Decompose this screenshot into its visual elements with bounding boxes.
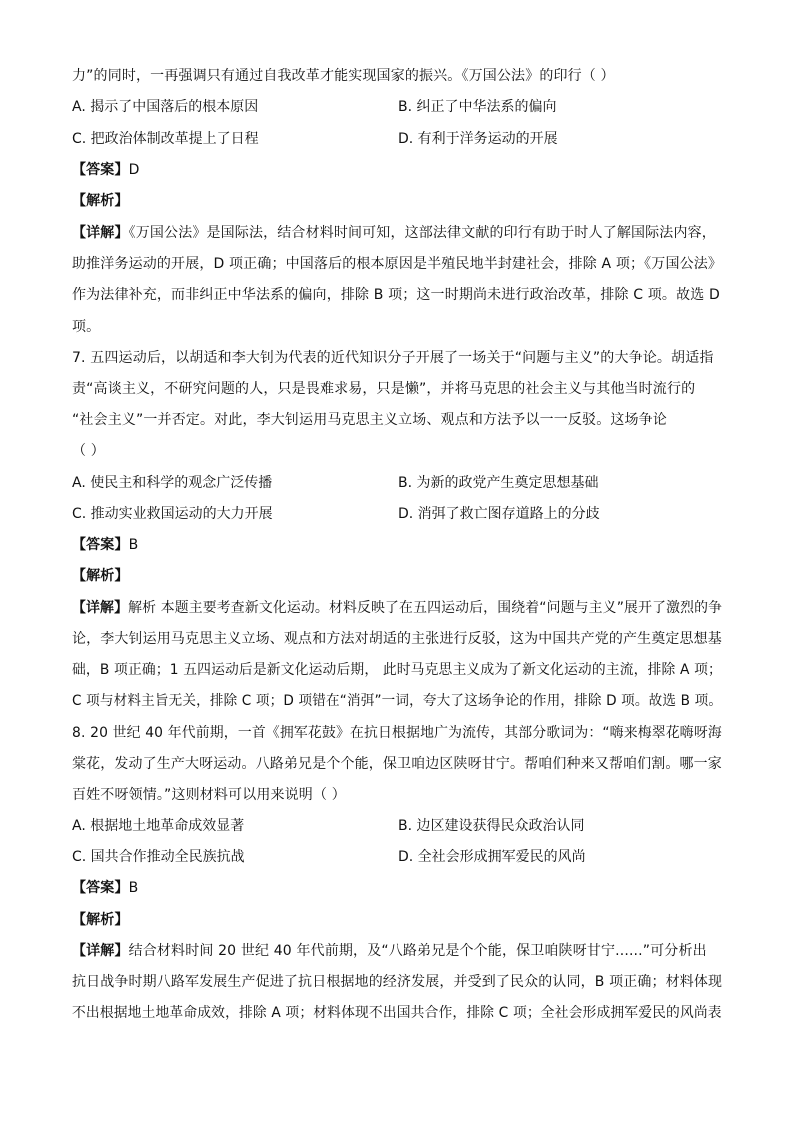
- q8-stem-line-1: 8. 20 世纪 40 年代前期，一首《拥军花鼓》在抗日根据地广为流传，其部分歌词为：“嗨来梅翠花嗨呀海: [72, 725, 722, 741]
- answer-value: D: [128, 162, 140, 178]
- q8-analysis-label: 【解析】: [72, 912, 129, 928]
- q8-stem-line-3: 百姓不呀领情。”这则材料可以用来说明（ ）: [72, 787, 346, 803]
- q6-analysis-label: 【解析】: [72, 193, 129, 209]
- q7-option-b: B. 为新的政党产生奠定思想基础: [398, 475, 599, 491]
- q6-detail-line-2: 助推洋务运动的开展，D 项正确；中国落后的根本原因是半殖民地半封建社会，排除 A 项；《万国公法》: [72, 256, 723, 272]
- answer-label: 【答案】: [72, 162, 129, 178]
- q6-option-c: C. 把政治体制改革提上了日程: [72, 131, 259, 147]
- q6-detail-line-1: [72, 223, 722, 243]
- q7-option-d: D. 消弭了救亡图存道路上的分歧: [398, 506, 600, 522]
- q6-option-a: A. 揭示了中国落后的根本原因: [72, 99, 259, 115]
- detail-label: 【详解】: [72, 943, 129, 959]
- q6-stem-tail: 力”的同时，一再强调只有通过自我改革才能实现国家的振兴。《万国公法》的印行（ ）: [72, 68, 615, 84]
- q7-option-c: C. 推动实业救国运动的大力开展: [72, 506, 273, 522]
- q7-stem-line-4: （ ）: [72, 443, 105, 459]
- q8-options-row-2: [72, 847, 722, 867]
- q8-option-d: D. 全社会形成拥军爱民的风尚: [398, 849, 586, 865]
- detail-text: 结合材料时间 20 世纪 40 年代前期，及“八路弟兄是个个能，保卫咱陕呀甘宁......”可分析出: [128, 943, 707, 959]
- q7-options-row-1: [72, 473, 722, 493]
- detail-text: 解析 本题主要考查新文化运动。材料反映了在五四运动后，围绕着“问题与主义”展开了激烈的争: [128, 600, 723, 616]
- q6-option-b: B. 纠正了中华法系的偏向: [398, 99, 557, 115]
- q8-stem-line-2: 棠花，发动了生产大呀运动。八路弟兄是个个能，保卫咱边区陕呀甘宁。帮咱们种来又帮咱们割。哪一家: [72, 756, 722, 772]
- q7-stem-line-3: “社会主义”一并否定。对此，李大钊运用马克思主义立场、观点和方法予以一一反驳。这场争论: [72, 412, 667, 428]
- q8-option-a: A. 根据地土地革命成效显著: [72, 818, 245, 834]
- q7-detail-line-2: 论，李大钊运用马克思主义立场、观点和方法对胡适的主张进行反驳，这为中国共产党的产生奠定思想基: [72, 631, 722, 647]
- q6-answer: [72, 160, 722, 180]
- q8-detail-line-1: [72, 941, 722, 961]
- answer-label: 【答案】: [72, 537, 129, 553]
- q7-answer: [72, 535, 722, 555]
- q6-option-d: D. 有利于洋务运动的开展: [398, 131, 558, 147]
- detail-label: 【详解】: [72, 225, 129, 241]
- q7-stem-line-1: 7. 五四运动后，以胡适和李大钊为代表的近代知识分子开展了一场关于“问题与主义”的大争论。胡适指: [72, 350, 714, 366]
- q6-options-row-2: [72, 129, 722, 149]
- q8-detail-line-2: 抗日战争时期八路军发展生产促进了抗日根据地的经济发展，并受到了民众的认同，B 项正确；材料体现: [72, 974, 723, 990]
- q7-option-a: A. 使民主和科学的观念广泛传播: [72, 475, 273, 491]
- q8-option-b: B. 边区建设获得民众政治认同: [398, 818, 585, 834]
- answer-label: 【答案】: [72, 880, 129, 896]
- detail-text: 《万国公法》是国际法，结合材料时间可知，这部法律文献的印行有助于时人了解国际法内容，: [128, 225, 716, 241]
- answer-value: B: [128, 537, 139, 553]
- q7-stem-line-2: 责“高谈主义，不研究问题的人，只是畏难求易，只是懒”，并将马克思的社会主义与其他当时流行的: [72, 381, 696, 397]
- q6-detail-line-4: 项。: [72, 319, 101, 335]
- q7-detail-line-1: [72, 598, 723, 618]
- q7-options-row-2: [72, 504, 722, 524]
- q8-option-c: C. 国共合作推动全民族抗战: [72, 849, 245, 865]
- q6-detail-line-3: 作为法律补充，而非纠正中华法系的偏向，排除 B 项；这一时期尚未进行政治改革，排除 C 项。故选 D: [72, 287, 720, 303]
- q7-detail-line-3: 础，B 项正确；1 五四运动后是新文化运动后期， 此时马克思主义成为了新文化运动的主流，排除 A 项；: [72, 662, 722, 678]
- q8-detail-line-3: 不出根据地土地革命成效，排除 A 项；材料体现不出国共合作，排除 C 项；全社会形成拥军爱民的风尚表: [72, 1005, 722, 1021]
- q7-detail-line-4: C 项与材料主旨无关，排除 C 项；D 项错在“消弭”一词，夸大了这场争论的作用，排除 D 项。故选 B 项。: [72, 693, 723, 709]
- q8-options-row-1: [72, 816, 722, 836]
- detail-label: 【详解】: [72, 600, 129, 616]
- q7-analysis-label: 【解析】: [72, 568, 129, 584]
- answer-value: B: [128, 880, 139, 896]
- q8-answer: [72, 878, 722, 898]
- q6-options-row-1: [72, 97, 722, 117]
